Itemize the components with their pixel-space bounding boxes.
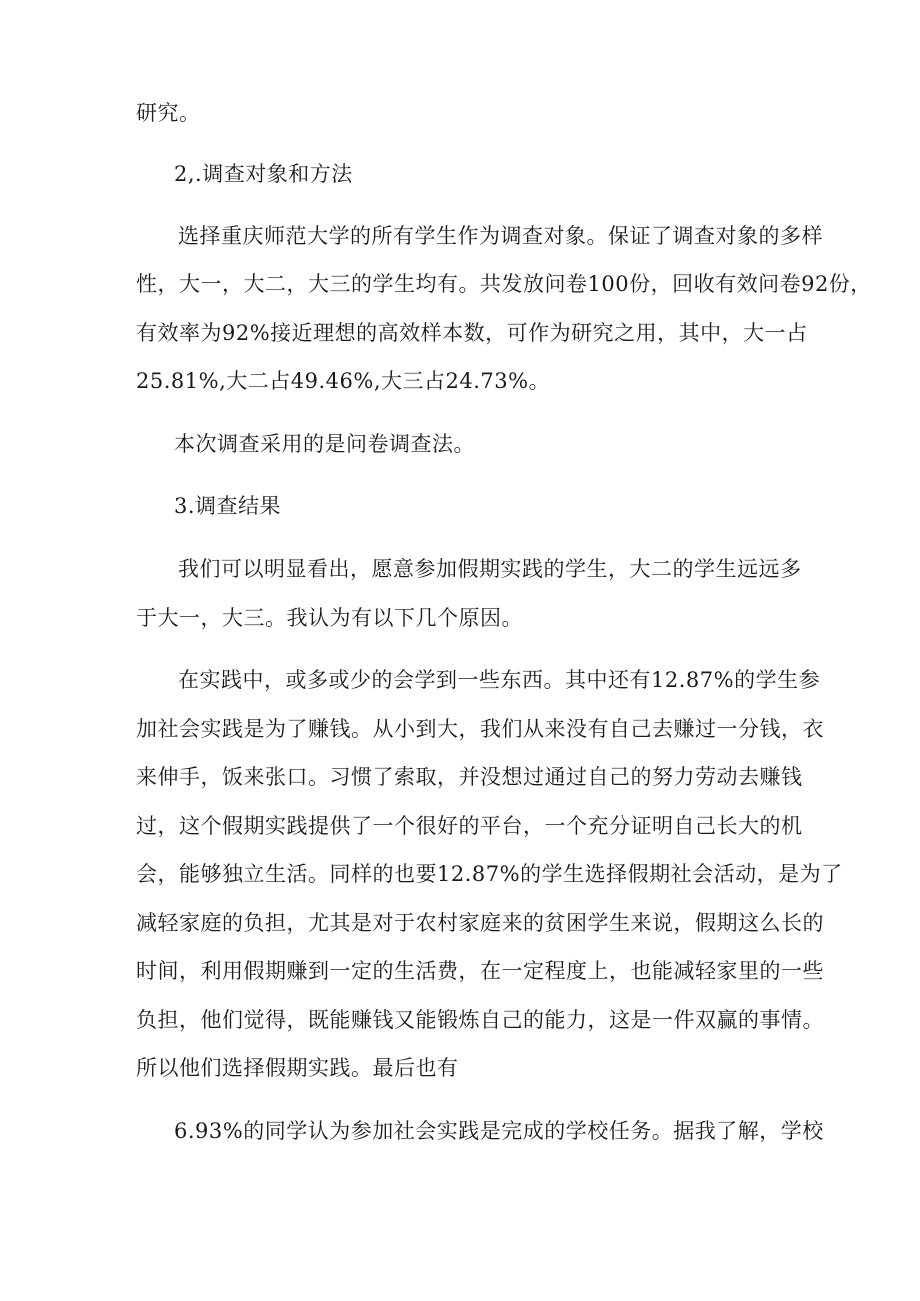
text-line: 所以他们选择假期实践。最后也有 — [136, 1056, 459, 1080]
section-heading: 2,.调查对象和方法 — [174, 162, 353, 186]
text-line: 于大一，大三。我认为有以下几个原因。 — [136, 606, 523, 630]
text-line: 6.93%的同学认为参加社会实践是完成的学校任务。据我了解，学校 — [174, 1119, 824, 1143]
text-line: 会，能够独立生活。同样的也要12.87%的学生选择假期社会活动，是为了 — [136, 862, 843, 886]
text-line: 本次调查采用的是问卷调查法。 — [174, 432, 475, 456]
text-line: 在实践中，或多或少的会学到一些东西。其中还有12.87%的学生参 — [178, 668, 821, 692]
text-line: 性，大一，大二，大三的学生均有。共发放问卷100份，回收有效问卷92份， — [136, 272, 872, 296]
section-heading: 3.调查结果 — [174, 494, 282, 518]
text-line: 选择重庆师范大学的所有学生作为调查对象。保证了调查对象的多样 — [178, 224, 823, 248]
text-line: 我们可以明显看出，愿意参加假期实践的学生，大二的学生远远多 — [178, 557, 802, 581]
text-line: 时间，利用假期赚到一定的生活费，在一定程度上，也能减轻家里的一些 — [136, 959, 824, 983]
text-line: 过，这个假期实践提供了一个很好的平台，一个充分证明自己长大的机 — [136, 814, 803, 838]
text-line: 25.81%,大二占49.46%,大三占24.73%。 — [136, 369, 551, 393]
text-line: 来伸手，饭来张口。习惯了索取，并没想过通过自己的努力劳动去赚钱 — [136, 765, 803, 789]
text-line: 加社会实践是为了赚钱。从小到大，我们从来没有自己去赚过一分钱，衣 — [136, 717, 824, 741]
text-line: 减轻家庭的负担，尤其是对于农村家庭来的贫困学生来说，假期这么长的 — [136, 911, 824, 935]
text-line: 研究。 — [136, 101, 201, 125]
text-line: 有效率为92%接近理想的高效样本数，可作为研究之用，其中，大一占 — [136, 321, 808, 345]
text-line: 负担，他们觉得，既能赚钱又能锻炼自己的能力，这是一件双赢的事情。 — [136, 1008, 824, 1032]
